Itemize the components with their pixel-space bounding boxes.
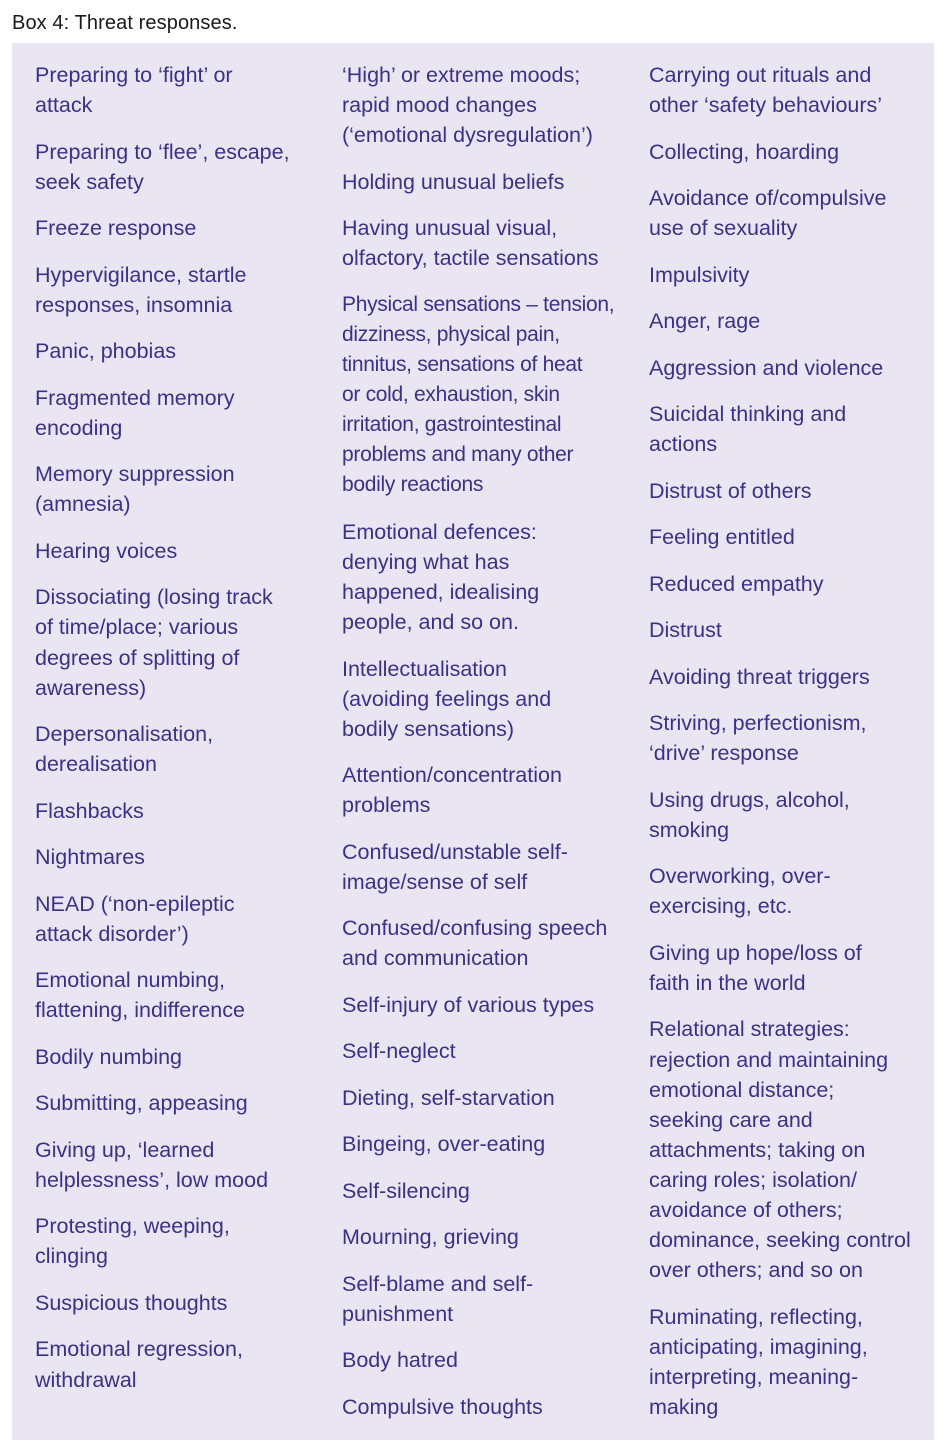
list-item: Suicidal thinking and actions <box>649 402 847 457</box>
list-item: Compulsive thoughts <box>342 1394 543 1419</box>
list-item: Nightmares <box>35 845 145 870</box>
list-item: Striving, perfectionism, ‘drive’ response <box>649 711 867 766</box>
list-item: Giving up hope/loss of faith in the world <box>649 940 862 995</box>
list-item: Distrust <box>649 618 722 643</box>
list-item: Having unusual visual, olfactory, tactile sensations <box>342 216 599 271</box>
list-item: Physical sensations – tension, dizziness, physical pain, tinnitus, sensations of heat or cold, exhaustion, skin irritation, gastrointestinal problems and many other bodily reactions <box>342 292 615 497</box>
list-item: Feeling entitled <box>649 525 795 550</box>
list-item: Self-injury of various types <box>342 992 595 1017</box>
list-item: Flashbacks <box>35 798 144 823</box>
column-2 <box>342 60 632 1438</box>
list-item: Dieting, self-starvation <box>342 1085 555 1110</box>
list-item: Confused/unstable self- image/sense of self <box>342 839 568 894</box>
list-item: Memory suppression (amnesia) <box>35 462 235 517</box>
list-item: Hypervigilance, startle responses, insomnia <box>35 262 247 317</box>
list-item: Collecting, hoarding <box>649 139 840 164</box>
list-item: Panic, phobias <box>35 339 177 364</box>
list-item: Avoiding threat triggers <box>649 664 870 689</box>
list-item: Intellectualisation (avoiding feelings and bodily sensations) <box>342 656 552 741</box>
list-item: Emotional regression, withdrawal <box>35 1337 243 1392</box>
list-item: Overworking, over- exercising, etc. <box>649 864 831 919</box>
list-item: Depersonalisation, derealisation <box>35 722 214 777</box>
list-item: Avoidance of/compulsive use of sexuality <box>649 186 887 241</box>
list-item: Mourning, grieving <box>342 1225 519 1250</box>
list-item: NEAD (‘non-epileptic attack disorder’) <box>35 891 235 946</box>
list-item: Giving up, ‘learned helplessness’, low mood <box>35 1137 269 1192</box>
list-item: Confused/confusing speech and communication <box>342 916 608 971</box>
list-item: Reduced empathy <box>649 571 824 596</box>
list-item: Preparing to ‘flee’, escape, seek safety <box>35 139 290 194</box>
list-item: Protesting, weeping, clinging <box>35 1214 230 1269</box>
list-item: Emotional numbing, flattening, indifference <box>35 968 245 1023</box>
list-item: Emotional defences: denying what has happened, idealising people, and so on. <box>342 519 540 635</box>
list-item: Preparing to ‘fight’ or attack <box>35 63 233 118</box>
list-item: Ruminating, reflecting, anticipating, imagining, interpreting, meaning- making <box>649 1304 868 1419</box>
list-item: Aggression and violence <box>649 355 884 380</box>
column-1 <box>35 60 325 1411</box>
list-item: Fragmented memory encoding <box>35 385 235 440</box>
list-item: Freeze response <box>35 216 197 241</box>
list-item: Carrying out rituals and other ‘safety behaviours’ <box>649 63 883 118</box>
list-item: Impulsivity <box>649 262 750 287</box>
list-item: Bodily numbing <box>35 1044 183 1069</box>
list-item: Anger, rage <box>649 309 761 334</box>
list-item: Dissociating (losing track of time/place; various degrees of splitting of awareness) <box>35 585 273 700</box>
list-item: Hearing voices <box>35 538 178 563</box>
list-item: Body hatred <box>342 1348 458 1373</box>
list-item: Relational strategies: rejection and maintaining emotional distance; seeking care and attachments; taking on caring roles; isolation/ avoidance of others; dominance, seeking control over others; and so on <box>649 1017 911 1283</box>
box-title: Box 4: Threat responses. <box>12 12 238 34</box>
list-item: Suspicious thoughts <box>35 1290 228 1315</box>
list-item: Distrust of others <box>649 478 812 503</box>
threat-responses-panel <box>12 43 934 1440</box>
list-item: Submitting, appeasing <box>35 1091 248 1116</box>
list-item: ‘High’ or extreme moods; rapid mood changes (‘emotional dysregulation’) <box>342 63 593 148</box>
list-item: Holding unusual beliefs <box>342 169 565 194</box>
list-item: Self-silencing <box>342 1178 470 1203</box>
list-item: Bingeing, over-eating <box>342 1132 546 1157</box>
list-item: Attention/concentration problems <box>342 763 562 818</box>
list-item: Using drugs, alcohol, smoking <box>649 787 850 842</box>
list-item: Self-blame and self- punishment <box>342 1271 534 1326</box>
list-item: Self-neglect <box>342 1039 456 1064</box>
column-3 <box>649 60 929 1438</box>
